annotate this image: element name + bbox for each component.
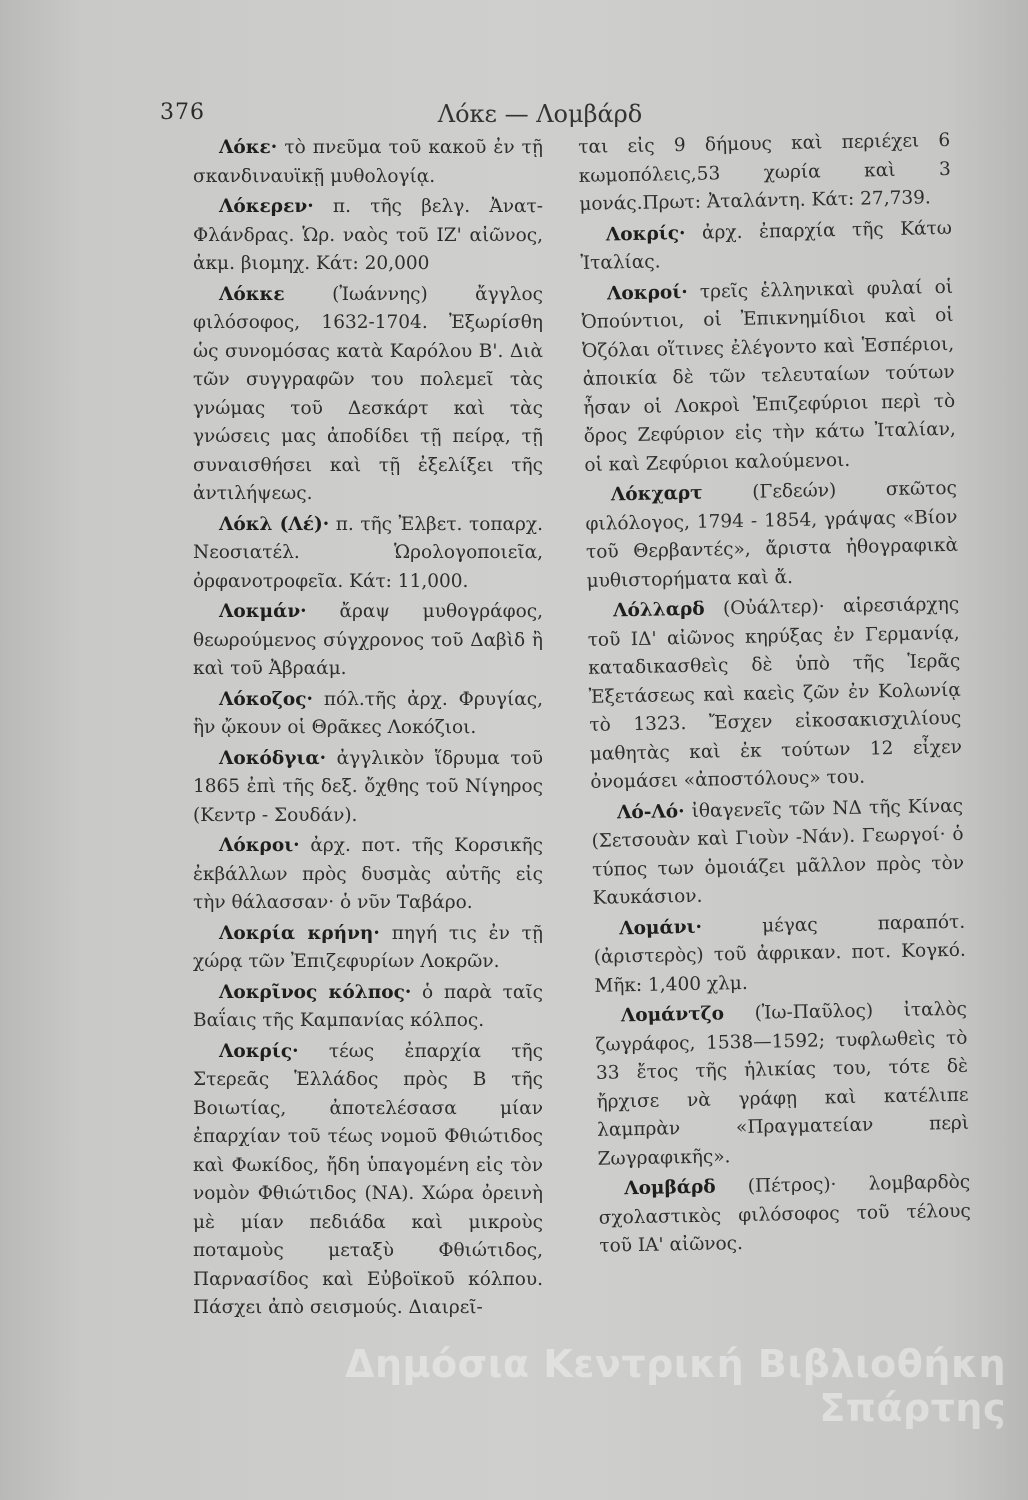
dictionary-entry (598, 1169, 972, 1262)
entry-headword: Λόκε· (219, 137, 278, 158)
dictionary-entry (193, 193, 543, 279)
running-head: Λόκε — Λομβάρδ (437, 100, 643, 128)
dictionary-entry (578, 127, 952, 220)
page-number: 376 (160, 100, 205, 125)
dictionary-entry (193, 511, 543, 597)
entry-text: (Πέτρος)· λομβαρδὸς σχολαστικὸς φιλόσοφος τοῦ τέλους τοῦ ΙΑ' αἰῶνος. (598, 1171, 971, 1257)
entry-headword: Λοκμάν· (219, 601, 307, 622)
left-column (193, 134, 543, 1325)
dictionary-entry (193, 281, 543, 509)
entry-text: ἄραψ μυθογράφος, θεωρούμενος σύγχρονος τοῦ Δαβὶδ ἢ καὶ τοῦ Ἀβραάμ. (193, 601, 543, 679)
dictionary-entry (591, 792, 965, 913)
dictionary-entry (595, 996, 970, 1174)
entry-text: (Οὐάλτερ)· αἱρεσιάρχης τοῦ ΙΔ' αἰῶνος κηρύξας ἐν Γερμανίᾳ, καταδικασθεὶς δὲ ὑπὸ τῆς Ἱερᾶς Ἐξετάσεως καὶ καεὶς ζῶν ἐν Κολωνίᾳ τὸ 1323. Ἔσχεν εἰκοσακισχιλίους μαθητὰς καὶ ἐκ τούτων 12 εἶχεν ὀνομάσει «ἀποστόλους» του. (587, 593, 963, 793)
entry-text: τέως ἐπαρχία τῆς Στερεᾶς Ἑλλάδος πρὸς Β τῆς Βοιωτίας, ἀποτελέσασα μίαν ἐπαρχίαν τοῦ τέως νομοῦ Φθιώτιδος καὶ Φωκίδος, ἤδη ὑπαγομένη εἰς τὸν νομὸν Φθιώτιδος (ΝΑ). Χώρα ὀρεινὴ μὲ μίαν πεδιάδα καὶ μικροὺς ποταμοὺς μεταξὺ Φθιώτιδος, Παρνασίδος καὶ Εὐβοϊκοῦ κόλπου. Πάσχει ἀπὸ σεισμούς. Διαιρεῖ- (193, 1040, 543, 1318)
entry-text: ὁ παρὰ ταῖς Βαΐαις τῆς Καμπανίας κόλπος. (193, 981, 543, 1031)
dictionary-entry (193, 920, 543, 977)
entry-headword: Λόκλ (Λέ)· (219, 513, 330, 535)
entry-headword: Λομάντζο (620, 1003, 725, 1027)
dictionary-entry (581, 273, 957, 480)
dictionary-entry (193, 598, 543, 684)
dictionary-entry (193, 686, 543, 743)
entry-headword: Λό-Λό· (616, 800, 685, 823)
dictionary-entry (193, 134, 543, 191)
entry-headword: Λόκερεν· (219, 196, 314, 217)
dictionary-entry (593, 908, 967, 1001)
entry-text: (Γεδεών) σκῶτος φιλόλογος, 1794 - 1854, γράψας «Βίον τοῦ Θερβαντές», ἄριστα ἠθογραφικὰ μυθιστορήματα καὶ ἄ. (585, 477, 959, 592)
entry-text: πόλ.τῆς ἀρχ. Φρυγίας, ἣν ᾤκουν οἱ Θρᾶκες Λοκόζιοι. (193, 688, 543, 738)
right-column (578, 127, 972, 1263)
entry-headword: Λόκκε (219, 283, 285, 305)
entry-headword: Λοκρῖνος κόλπος· (219, 981, 412, 1003)
dictionary-entry (193, 832, 543, 918)
library-watermark: Δημόσια Κεντρική Βιβλιοθήκη Σπάρτης (345, 1342, 1006, 1430)
entry-headword: Λοκόδγια· (219, 747, 327, 769)
entry-text: ἀρχ. ποτ. τῆς Κορσικῆς ἐκβάλλων πρὸς δυσμὰς αὐτῆς εἰς τὴν θάλασσαν· ὁ νῦν Ταβάρο. (193, 835, 543, 913)
entry-text: τὸ πνεῦμα τοῦ κακοῦ ἐν τῇ σκανδιναυϊκῇ μυθολογίᾳ. (193, 137, 543, 187)
entry-text: (Ἰω-Παῦλος) ἰταλὸς ζωγράφος, 1538—1592; τυφλωθεὶς τὸ 33 ἔτος τῆς ἡλικίας του, τότε δὲ ἤρχισε νὰ γράφῃ καὶ κατέλιπε λαμπρὰν «Πραγματείαν περὶ Ζωγραφικῆς». (595, 998, 970, 1170)
entry-text: μέγας παραπότ. (ἀριστερὸς) τοῦ ἀφρικαν. ποτ. Κογκό. Μῆκ: 1,400 χλμ. (593, 911, 966, 997)
entry-headword: Λοκροί· (606, 281, 688, 304)
entry-headword: Λοκρίς· (219, 1040, 299, 1062)
entry-headword: Λόκροι· (219, 835, 300, 856)
entry-headword: Λοκρίς· (605, 222, 686, 245)
dictionary-entry (193, 1038, 543, 1323)
dictionary-entry (587, 591, 963, 798)
dictionary-entry (193, 745, 543, 831)
entry-headword: Λόκοζος· (219, 688, 313, 710)
dictionary-entry (580, 214, 953, 278)
entry-text: π. τῆς Ἐλβετ. τοπαρχ. Νεοσιατέλ. Ὡρολογοποιεῖα, ὀρφανοτροφεῖα. Κάτ: 11,000. (193, 513, 543, 592)
entry-headword: Λόκχαρτ (610, 482, 703, 506)
entry-text: ται εἰς 9 δήμους καὶ περιέχει 6 κωμοπόλεις,53 χωρία καὶ 3 μονάς.Πρωτ: Ἀταλάντη. Κάτ: 27,739. (578, 129, 951, 215)
entry-text: ἀρχ. ἐπαρχία τῆς Κάτω Ἰταλίας. (580, 217, 953, 274)
entry-text: π. τῆς βελγ. Ἀνατ-Φλάνδρας. Ὡρ. ναὸς τοῦ ΙΖ' αἰῶνος, ἀκμ. βιομηχ. Κάτ: 20,000 (193, 196, 543, 274)
entry-headword: Λομβάρδ (624, 1176, 716, 1200)
entry-text: πηγή τις ἐν τῇ χώρᾳ τῶν Ἐπιζεφυρίων Λοκρῶν. (193, 922, 543, 972)
entry-text: (Ἰωάννης) ἄγγλος φιλόσοφος, 1632-1704. Ἐξωρίσθη ὡς συνομόσας κατὰ Καρόλου Β'. Διὰ τῶν συγγραφῶν του πολεμεῖ τὰς γνώμας τοῦ Δεσκάρτ καὶ τὰς γνώσεις μας ἀποδίδει τῇ πείρᾳ, τῇ συναισθήσει καὶ τῇ ἐξελίξει τῆς ἀντιλήψεως. (193, 283, 543, 504)
dictionary-entry (193, 979, 543, 1036)
dictionary-entry (585, 475, 959, 596)
entry-headword: Λοκρία κρήνη· (219, 922, 380, 944)
entry-text: τρεῖς ἑλληνικαὶ φυλαί οἱ Ὀπούντιοι, οἱ Ἐπικνημίδιοι καὶ οἱ Ὀζόλαι οἵτινες ἐλέγοντο καὶ Ἑσπέριοι, ἀποικία δὲ τῶν τελευταίων τούτων ἦσαν οἱ Λοκροὶ Ἐπιζεφύριοι περὶ τὸ ὄρος Ζεφύριον εἰς τὴν κάτω Ἰταλίαν, οἱ καὶ Ζεφύριοι καλούμενοι. (581, 276, 956, 476)
entry-text: ἰθαγενεῖς τῶν ΝΔ τῆς Κίνας (Σετσουὰν καὶ Γιοὺν -Νάν). Γεωργοί· ὁ τύπος των ὁμοιάζει μᾶλλον πρὸς τὸν Καυκάσιον. (591, 795, 965, 909)
entry-headword: Λομάνι· (619, 916, 703, 939)
entry-text: ἀγγλικὸν ἵδρυμα τοῦ 1865 ἐπὶ τῆς δεξ. ὄχθης τοῦ Νίγηρος (Κεντρ - Σουδάν). (193, 747, 543, 826)
entry-headword: Λόλλαρδ (612, 598, 705, 622)
